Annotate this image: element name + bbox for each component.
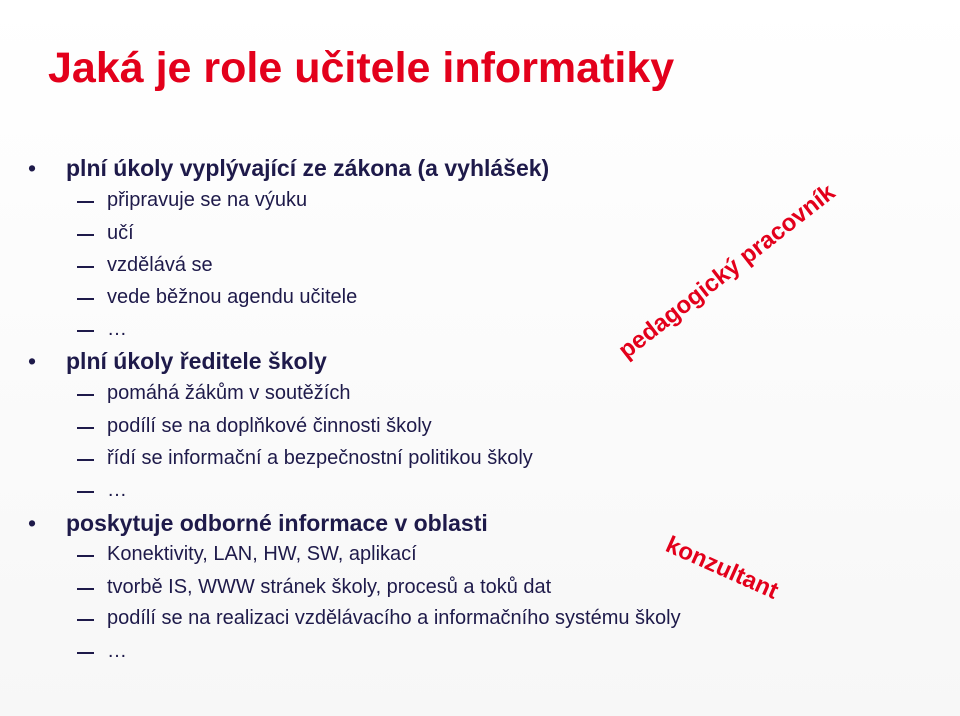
- bullet-director: [28, 348, 327, 375]
- dash-icon: [77, 330, 94, 332]
- dash-icon: [77, 652, 94, 654]
- list-item-text: podílí se na doplňkové činnosti školy: [107, 415, 432, 437]
- list-item: [107, 222, 134, 245]
- bullet-director-text: plní úkoly ředitele školy: [66, 348, 327, 374]
- dash-icon: [77, 427, 94, 429]
- list-item-text: připravuje se na výuku: [107, 189, 308, 211]
- list-item-text: …: [107, 479, 127, 501]
- bullet-dot-icon: •: [28, 510, 37, 536]
- list-item: [107, 479, 127, 502]
- slide-title: Jaká je role učitele informatiky: [48, 44, 675, 92]
- list-item: [107, 286, 357, 309]
- list-item: [107, 415, 432, 438]
- list-item: [107, 543, 417, 566]
- list-item: [107, 189, 307, 212]
- dash-icon: [77, 201, 94, 203]
- stamp-konzultant: konzultant: [661, 531, 783, 605]
- list-item: [107, 640, 127, 663]
- list-item: [107, 318, 127, 341]
- bullet-expert-info-text: poskytuje odborné informace v oblasti: [66, 510, 488, 536]
- dash-icon: [77, 298, 94, 300]
- dash-icon: [77, 394, 94, 396]
- dash-icon: [77, 555, 94, 557]
- list-item-text: Konektivity, LAN, HW, SW, aplikací: [107, 543, 417, 565]
- list-item-text: řídí se informační a bezpečnostní politikou školy: [107, 447, 533, 469]
- stamp-pedagog: pedagogický pracovník: [613, 178, 841, 365]
- list-item-text: tvorbě IS, WWW stránek školy, procesů a toků dat: [107, 576, 552, 598]
- list-item-text: vzdělává se: [107, 254, 213, 276]
- list-item: [107, 382, 350, 405]
- dash-icon: [77, 459, 94, 461]
- dash-icon: [77, 266, 94, 268]
- bullet-expert-info: [28, 510, 488, 537]
- dash-icon: [77, 491, 94, 493]
- bullet-laws-text: plní úkoly vyplývající ze zákona (a vyhlášek): [66, 155, 550, 181]
- list-item: [107, 254, 213, 277]
- list-item-text: …: [107, 318, 127, 340]
- dash-icon: [77, 234, 94, 236]
- bullet-laws: [28, 155, 550, 182]
- list-item-text: pomáhá žákům v soutěžích: [107, 382, 351, 404]
- list-item-text: podílí se na realizaci vzdělávacího a informačního systému školy: [107, 607, 681, 629]
- list-item-text: vede běžnou agendu učitele: [107, 286, 358, 308]
- dash-icon: [77, 619, 94, 621]
- list-item-text: …: [107, 640, 127, 662]
- list-item: [107, 607, 681, 630]
- dash-icon: [77, 588, 94, 590]
- list-item-text: učí: [107, 222, 134, 244]
- list-item: [107, 576, 551, 599]
- bullet-dot-icon: •: [28, 155, 37, 181]
- bullet-dot-icon: •: [28, 348, 37, 374]
- list-item: [107, 447, 533, 470]
